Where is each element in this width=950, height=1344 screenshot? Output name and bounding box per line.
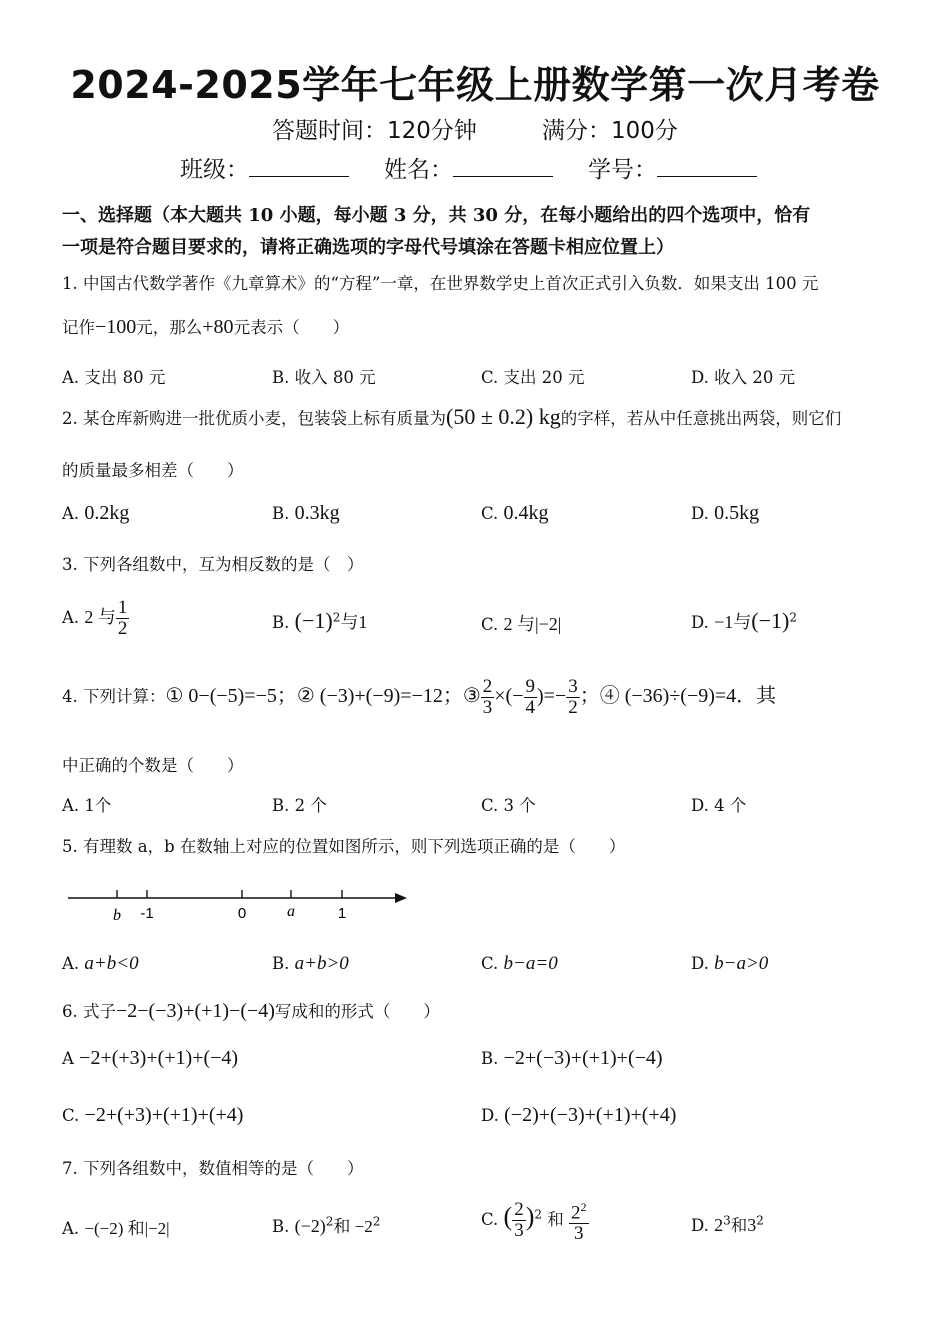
q3-a-num: 1	[117, 597, 128, 618]
q6-c-value: −2+(+3)+(+1)+(+4)	[84, 1104, 244, 1126]
q4-frac1-den: 3	[482, 697, 493, 718]
q3-b-base: (−1)	[294, 608, 333, 633]
q7-d-exp1: 3	[723, 1213, 731, 1228]
q1-stem-line1: 1. 中国古代数学著作《九章算术》的“方程”一章，在世界数学史上首次正式引入负数．如果支出 100 元	[62, 274, 819, 293]
q4-expr2: ② (−3)+(−9)=−12；	[296, 685, 463, 707]
q4-lead: 4. 下列计算：	[62, 687, 166, 706]
q7-c-den2: 3	[574, 1223, 584, 1245]
q4-frac2	[524, 677, 538, 718]
q2-d-value: 0.5kg	[714, 502, 760, 524]
q3-d-letter: D.	[691, 613, 709, 632]
q2-expr: (50 ± 0.2) kg	[446, 404, 561, 429]
q7-d-base2: 3	[747, 1215, 757, 1235]
q2-a-value: 0.2kg	[84, 502, 130, 524]
class-field	[180, 151, 349, 184]
q2-option-a[interactable]	[62, 502, 129, 525]
q7-c-rparen: )	[525, 1202, 535, 1232]
q4-eq: )=−	[537, 685, 567, 707]
q2-c-letter: C.	[481, 504, 499, 523]
q5-option-b[interactable]	[272, 953, 349, 975]
q7-b-exp2: 2	[372, 1214, 381, 1229]
q2-option-c[interactable]	[481, 502, 549, 525]
q3-b-exp: 2	[332, 610, 341, 625]
q7-d-exp2: 2	[756, 1213, 764, 1228]
q1-pre: 记作	[62, 318, 95, 337]
q6-b-value: −2+(−3)+(+1)+(−4)	[503, 1047, 663, 1069]
q2-stem-line1	[62, 404, 841, 430]
q7-b-letter: B.	[272, 1217, 290, 1236]
q5-c-letter: C.	[481, 954, 499, 973]
name-label: 姓名：	[384, 157, 453, 183]
q3-c-letter: C.	[481, 615, 499, 634]
q3-a-letter: A.	[62, 608, 80, 627]
q2-b-letter: B.	[272, 504, 290, 523]
q7-option-b[interactable]	[272, 1212, 380, 1237]
q7-a-letter: A.	[62, 1219, 80, 1238]
q5-c-value: b−a=0	[503, 953, 558, 974]
time-label: 答题时间：120分钟	[272, 118, 477, 144]
q4-option-a[interactable]: A. 1个	[62, 796, 112, 815]
q4-expr1: ① 0−(−5)=−5；	[165, 685, 297, 707]
q7-b-exp1: 2	[325, 1214, 334, 1229]
q5-option-a[interactable]	[62, 953, 139, 975]
q1-option-b[interactable]: B. 收入 80 元	[272, 368, 376, 387]
q5-a-value: a+b<0	[84, 953, 139, 974]
q7-c-num2: 2	[571, 1202, 581, 1224]
q7-option-d[interactable]	[691, 1212, 764, 1236]
q4-frac2-den: 4	[525, 697, 535, 718]
id-label: 学号：	[588, 157, 657, 183]
q3-d-text: −1与	[714, 612, 752, 632]
q1-post: 元表示（ ）	[233, 318, 350, 337]
q7-c-frac1	[512, 1200, 526, 1241]
q6-a-letter: A	[62, 1049, 74, 1068]
number-line-figure	[60, 882, 420, 928]
name-blank[interactable]	[453, 156, 553, 177]
q6-pre: 6. 式子	[62, 1002, 116, 1021]
q5-d-value: b−a>0	[714, 953, 769, 974]
q2-option-d[interactable]	[691, 502, 759, 525]
q6-option-b[interactable]	[481, 1047, 663, 1070]
q6-option-d[interactable]	[481, 1104, 676, 1127]
section1-line1: 一、选择题（本大题共 10 小题，每小题 3 分，共 30 分，在每小题给出的四个选项中，恰有	[62, 205, 811, 226]
q7-c-mid: 和	[547, 1210, 564, 1230]
q3-option-a[interactable]	[62, 598, 129, 639]
section1-line2: 一项是符合题目要求的，请将正确选项的字母代号填涂在答题卡相应位置上）	[62, 237, 674, 258]
page-title: 2024-2025学年七年级上册数学第一次月考卷	[70, 63, 880, 107]
q7-c-frac2	[569, 1197, 589, 1244]
label-a: a	[287, 903, 295, 920]
q3-b-letter: B.	[272, 613, 290, 632]
q1-stem-line2	[62, 314, 349, 339]
id-blank[interactable]	[657, 156, 757, 177]
q4-option-c[interactable]: C. 3 个	[481, 796, 536, 815]
q6-c-letter: C.	[62, 1106, 80, 1125]
q3-c-text: 2 与|−2|	[503, 614, 562, 634]
q4-frac1	[481, 677, 495, 718]
q3-a-den: 2	[117, 618, 128, 639]
q3-d-exp: 2	[789, 610, 797, 625]
q4-expr3-mark: ③	[462, 685, 481, 707]
label-one: 1	[337, 905, 347, 922]
q3-d-base: (−1)	[751, 608, 790, 633]
q7-stem: 7. 下列各组数中，数值相等的是（ ）	[62, 1159, 364, 1178]
q4-frac1-num: 2	[482, 676, 493, 697]
label-b: b	[113, 907, 121, 924]
q1-v2: +80	[202, 316, 234, 338]
q4-frac3-den: 2	[568, 697, 578, 718]
score-label: 满分：100分	[542, 118, 678, 144]
id-field	[588, 151, 757, 184]
q3-a-text: 2 与	[84, 607, 116, 627]
q2-option-b[interactable]	[272, 502, 340, 525]
q1-option-a[interactable]: A. 支出 80 元	[62, 368, 166, 387]
q6-post: 写成和的形式（ ）	[274, 1002, 440, 1021]
q1-mid: 元，那么	[136, 318, 203, 337]
q2-c-value: 0.4kg	[503, 502, 549, 524]
q7-option-a[interactable]	[62, 1214, 170, 1239]
q7-d-base1: 2	[714, 1215, 724, 1235]
q5-a-letter: A.	[62, 954, 80, 973]
q4-frac2-num: 9	[525, 676, 535, 697]
q7-c-lparen: (	[503, 1202, 513, 1232]
q7-c-letter: C.	[481, 1210, 499, 1230]
q6-d-value: (−2)+(−3)+(+1)+(+4)	[504, 1104, 677, 1126]
q2-post: 的字样，若从中任意挑出两袋，则它们	[560, 409, 842, 428]
q6-expr: −2−(−3)+(+1)−(−4)	[116, 1000, 275, 1022]
q3-a-fraction	[116, 598, 130, 639]
name-field	[384, 151, 553, 184]
q2-d-letter: D.	[691, 504, 709, 523]
q2-stem-line2: 的质量最多相差（ ）	[62, 461, 244, 480]
q4-frac3	[566, 677, 580, 718]
q5-option-c[interactable]	[481, 953, 558, 975]
q3-option-c[interactable]	[481, 610, 561, 636]
q4-stem-line2: 中正确的个数是（ ）	[62, 756, 244, 775]
q3-stem: 3. 下列各组数中，互为相反数的是（ ）	[62, 555, 364, 574]
q7-c-den: 3	[514, 1220, 524, 1242]
q5-b-letter: B.	[272, 954, 290, 973]
q2-b-value: 0.3kg	[294, 502, 340, 524]
q3-b-tail: 与1	[340, 612, 368, 632]
q7-c-exp: 2	[534, 1207, 543, 1222]
q3-option-b[interactable]	[272, 608, 367, 634]
q7-b-base1: (−2)	[294, 1216, 326, 1236]
q4-frac3-num: 3	[568, 676, 578, 697]
q7-a-text: −(−2) 和|−2|	[84, 1219, 170, 1238]
q7-b-mid: 和 −2	[333, 1217, 373, 1236]
q6-b-letter: B.	[481, 1049, 499, 1068]
q4-option-b[interactable]: B. 2 个	[272, 796, 327, 815]
q6-option-c[interactable]	[62, 1104, 243, 1127]
q4-expr3-end: ；	[579, 685, 600, 707]
q2-a-letter: A.	[62, 504, 80, 523]
label-zero: 0	[237, 905, 247, 922]
q4-option-d[interactable]: D. 4 个	[691, 796, 747, 815]
q7-d-letter: D.	[691, 1216, 709, 1235]
q4-expr4: ④ (−36)÷(−9)=4．其	[599, 685, 777, 707]
q7-c-num: 2	[514, 1199, 524, 1221]
q1-v1: −100	[95, 316, 137, 338]
q4-times: ×(−	[494, 685, 524, 707]
q4-stem-line1	[62, 677, 776, 718]
q7-option-c[interactable]	[481, 1197, 589, 1244]
q3-option-d[interactable]	[691, 608, 797, 634]
q5-option-d[interactable]	[691, 953, 768, 975]
q6-stem	[62, 998, 440, 1023]
q7-c-num2-exp: 2	[580, 1200, 587, 1214]
q1-option-c[interactable]: C. 支出 20 元	[481, 368, 585, 387]
q1-option-d[interactable]: D. 收入 20 元	[691, 368, 796, 387]
label-minus-one: -1	[140, 905, 154, 922]
q2-pre: 2. 某仓库新购进一批优质小麦，包装袋上标有质量为	[62, 409, 446, 428]
class-blank[interactable]	[249, 156, 349, 177]
q7-d-mid: 和	[730, 1216, 748, 1235]
class-label: 班级：	[180, 157, 249, 183]
q6-option-a[interactable]	[62, 1047, 238, 1070]
arrow-right-icon	[395, 893, 407, 903]
q5-b-value: a+b>0	[294, 953, 349, 974]
q6-a-value: −2+(+3)+(+1)+(−4)	[79, 1047, 239, 1069]
q6-d-letter: D.	[481, 1106, 499, 1125]
q5-stem: 5. 有理数 a，b 在数轴上对应的位置如图所示，则下列选项正确的是（ ）	[62, 837, 626, 856]
q5-d-letter: D.	[691, 954, 709, 973]
